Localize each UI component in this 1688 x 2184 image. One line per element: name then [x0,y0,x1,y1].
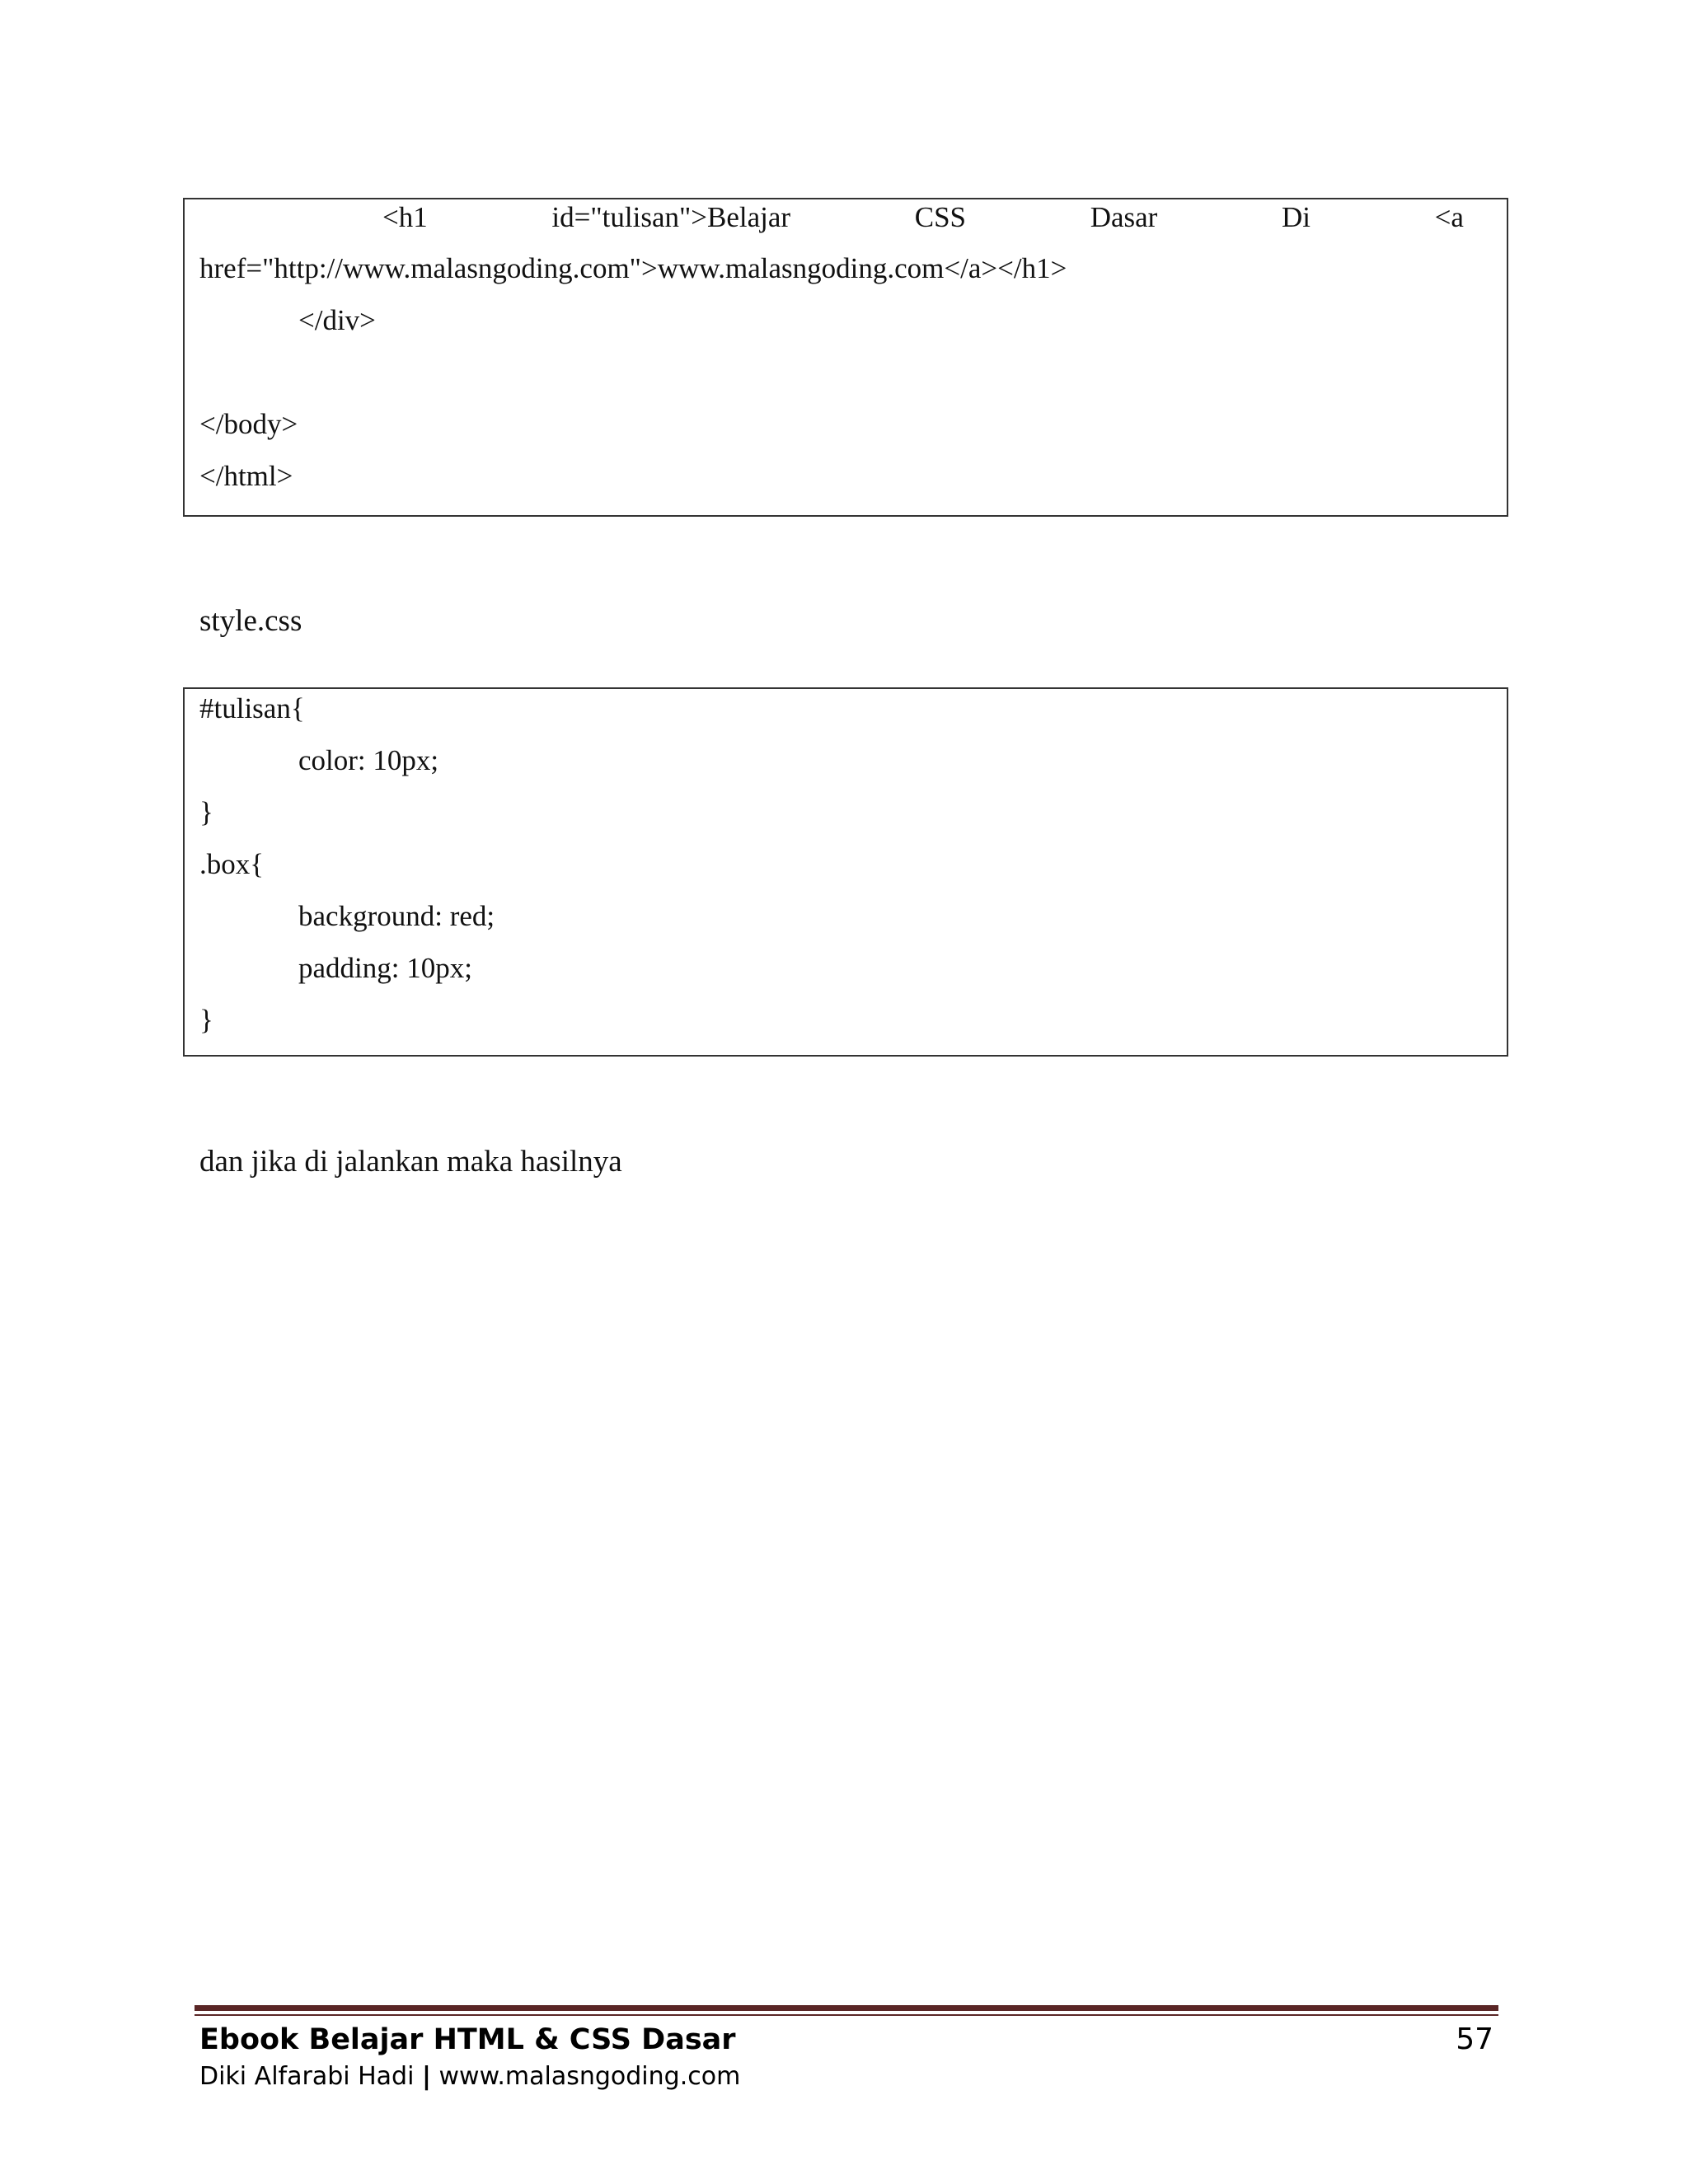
code-line-close-brace: } [199,796,213,828]
code-token: CSS [914,201,967,233]
code-line-selector-class: .box{ [199,848,265,880]
code-line-background-prop: background: red; [298,900,495,932]
html-code-block [183,198,1508,517]
code-token: id="tulisan">Belajar [551,201,791,233]
code-token: Dasar [1090,201,1158,233]
code-line-close-brace: } [199,1004,213,1036]
code-line-href: href="http://www.malasngoding.com">www.malasngoding.com</a></h1> [199,252,1067,284]
footer-author: Diki Alfarabi Hadi [199,2062,415,2091]
footer-divider-thick [195,2005,1498,2011]
css-filename-label: style.css [199,604,302,638]
code-line-color-prop: color: 10px; [298,744,439,776]
footer-website: www.malasngoding.com [438,2062,741,2091]
page-number: 57 [1456,2022,1493,2056]
code-line-div-close: </div> [298,304,376,336]
footer-divider-thin [195,2014,1498,2016]
code-line-html-close: </html> [199,460,293,492]
result-paragraph: dan jika di jalankan maka hasilnya [199,1145,622,1179]
code-token: <h1 [382,201,428,233]
footer-separator: | [421,2062,431,2091]
code-token: Di [1282,201,1311,233]
code-token: <a [1434,201,1464,233]
code-line-body-close: </body> [199,408,298,440]
code-line-padding-prop: padding: 10px; [298,952,472,984]
footer-book-title: Ebook Belajar HTML & CSS Dasar [199,2023,736,2056]
footer-author-line [199,2060,740,2093]
code-line-selector-id: #tulisan{ [199,692,305,724]
css-code-block [183,687,1508,1057]
code-line-h1-open [382,199,1464,236]
